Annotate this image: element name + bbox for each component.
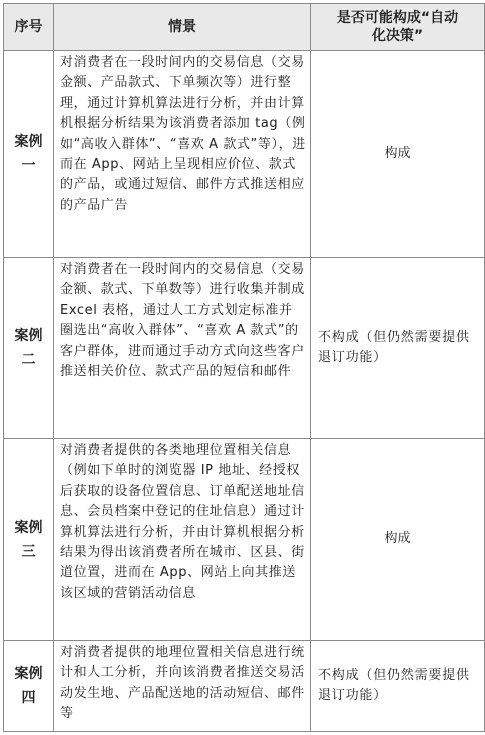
header-description: 情景 [54,4,311,51]
case-result: 构成 [311,51,485,258]
case-description: 对消费者在一段时间内的交易信息（交易金额、款式、下单数等）进行收集并制成 Excel 表格，通过人工方式划定标准并圈选出“高收入群体”、“喜欢 A 款式”的客户群体，进而通过手动方式向这些客户推送相关价位、款式产品的短信和邮件 [54,258,311,439]
case-id [4,258,54,439]
case-id [4,51,54,258]
header-result: 是否可能构成“自动化决策” [311,4,485,51]
case-result: 不构成（但仍然需要提供退订功能） [311,258,485,439]
case-id [4,439,54,641]
case-id-line1: 案例 [14,666,43,682]
case-id-line2: 一 [21,158,36,174]
case-id [4,641,54,732]
table-row [4,641,485,732]
table-row [4,51,485,258]
case-description: 对消费者提供的各类地理位置相关信息（例如下单时的浏览器 IP 地址、经授权后获取的设备位置信息、订单配送地址信息、会员档案中登记的住址信息）通过计算机算法进行分析，并由计算机根据分析结果为得出该消费者所在城市、区县、街道位置，进而在 App、网站上向其推送该区域的营销活动信息 [54,439,311,641]
case-description: 对消费者在一段时间内的交易信息（交易金额、产品款式、下单频次等）进行整理，通过计算机算法进行分析，并由计算机根据分析结果为该消费者添加 tag（例如“高收入群体”、“喜欢 A 款式”等），进而在 App、网站上呈现相应价位、款式的产品，或通过短信、邮件方式推送相应的产品广告 [54,51,311,258]
case-id-line2: 四 [21,690,36,706]
case-description: 对消费者提供的地理位置相关信息进行统计和人工分析，并向该消费者推送交易活动发生地、产品配送地的活动短信、邮件等 [54,641,311,732]
case-result: 不构成（但仍然需要提供退订功能） [311,641,485,732]
case-id-line2: 三 [21,543,36,560]
case-id-line1: 案例 [14,134,43,150]
header-row [4,4,485,51]
scenario-table [3,3,485,732]
table-row [4,258,485,439]
header-id: 序号 [4,4,54,51]
table-row [4,439,485,641]
case-id-line1: 案例 [14,519,43,536]
case-id-line1: 案例 [14,328,43,344]
case-result: 构成 [311,439,485,641]
case-id-line2: 二 [21,352,36,368]
